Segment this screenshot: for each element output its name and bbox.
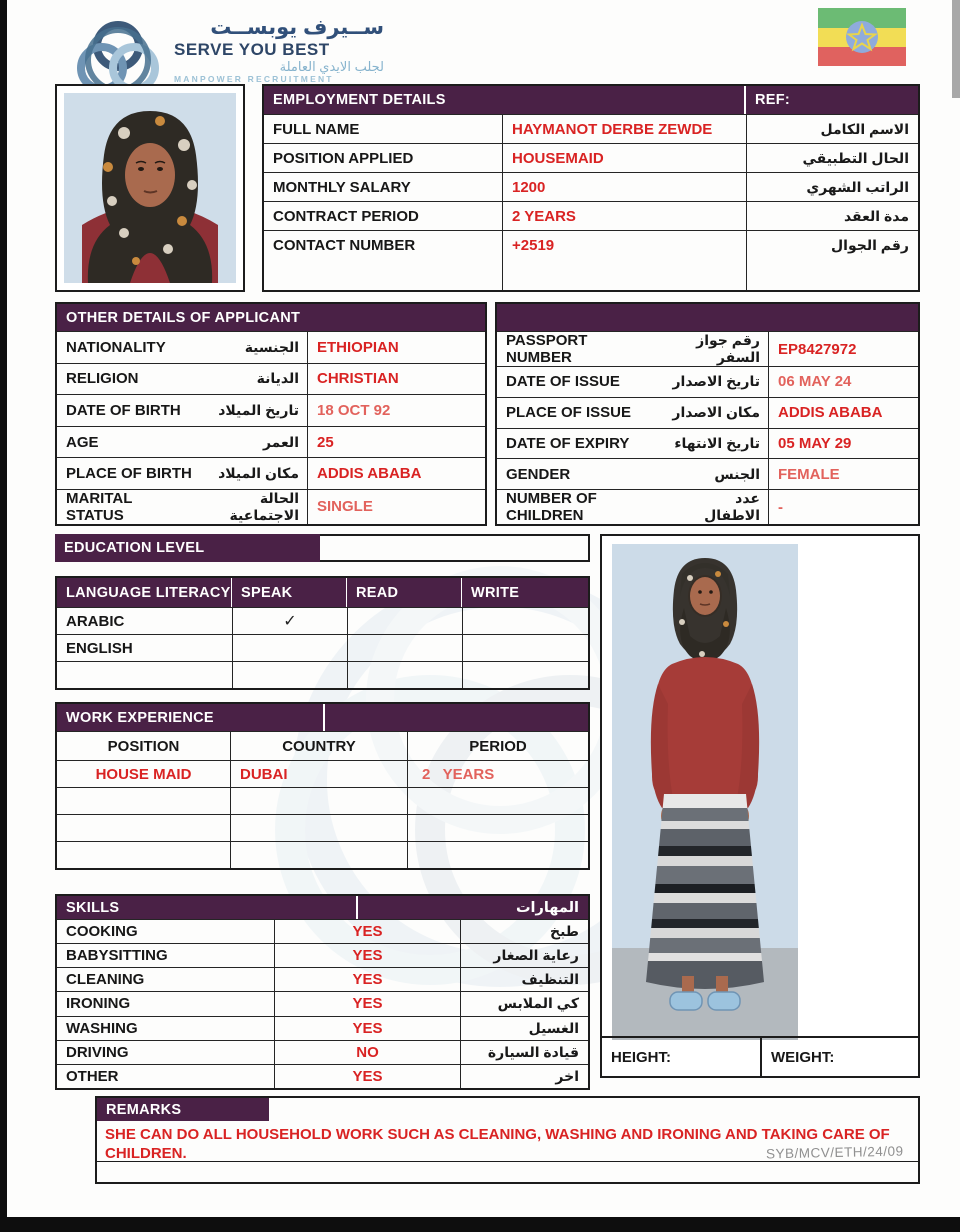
table-row: [57, 967, 588, 991]
height-weight-row: [602, 1036, 918, 1076]
field-label: DATE OF BIRTH: [66, 401, 181, 419]
column-header: POSITION: [107, 737, 180, 755]
field-label: GENDER: [506, 465, 571, 483]
field-value: -: [778, 498, 783, 516]
table-row: [57, 661, 588, 688]
field-label-arabic: عدد الاطفال: [704, 490, 760, 523]
skill-label: COOKING: [66, 923, 138, 941]
table-row: [497, 331, 918, 366]
field-value: HAYMANOT DERBE ZEWDE: [512, 120, 713, 138]
language-name: ENGLISH: [66, 639, 133, 657]
column-header: COUNTRY: [282, 737, 356, 755]
field-label-arabic: العمر: [262, 433, 299, 450]
table-row: [497, 397, 918, 428]
table-row: [57, 919, 588, 943]
other-details-right-table: [495, 302, 920, 526]
remarks-text: SHE CAN DO ALL HOUSEHOLD WORK SUCH AS CLEANING, WASHING AND IRONING AND TAKING CARE OF CHILDREN.: [105, 1126, 890, 1162]
employment-details-table: [262, 84, 920, 292]
headshot-image: [64, 93, 236, 283]
skills-title: SKILLS: [66, 899, 120, 916]
field-label: MONTHLY SALARY: [273, 178, 411, 196]
field-value: ADDIS ABABA: [317, 465, 422, 483]
field-label: FULL NAME: [273, 120, 360, 138]
table-row: [264, 230, 918, 290]
height-label: HEIGHT:: [611, 1048, 671, 1066]
table-row: [57, 489, 485, 524]
table-row: [264, 114, 918, 143]
speak-checkmark: ✓: [283, 613, 297, 630]
table-row: [57, 1040, 588, 1064]
table-row: [57, 991, 588, 1015]
table-row: [57, 394, 485, 426]
column-header: WRITE: [471, 584, 520, 601]
table-row: [497, 428, 918, 459]
table-row: [57, 760, 588, 787]
field-label: MARITAL STATUS: [66, 489, 133, 524]
table-row: [57, 1064, 588, 1088]
education-level-bar: [55, 534, 590, 562]
field-label: RELIGION: [66, 370, 139, 388]
field-label-arabic: الحال التطبيقي: [802, 149, 909, 166]
field-label: PASSPORT NUMBER: [506, 332, 588, 366]
skill-value: YES: [352, 923, 383, 941]
field-label: DATE OF EXPIRY: [506, 434, 630, 452]
field-label-arabic: الجنسية: [244, 338, 299, 355]
field-label-arabic: الحالة الاجتماعية: [229, 489, 299, 523]
company-tagline: MANPOWER RECRUITMENT: [174, 73, 334, 84]
field-label: CONTACT NUMBER: [273, 237, 416, 254]
scan-edge-left: [0, 0, 7, 1218]
skill-label: BABYSITTING: [66, 947, 168, 965]
language-name: ARABIC: [66, 612, 125, 630]
table-row: [57, 426, 485, 458]
field-value: EP8427972: [778, 340, 857, 358]
position-value: HOUSE MAID: [95, 765, 192, 783]
field-label-arabic: تاريخ الاصدار: [672, 373, 760, 390]
field-value: ADDIS ABABA: [778, 404, 883, 422]
table-row: [57, 787, 588, 814]
skill-label: WASHING: [66, 1019, 138, 1037]
skill-label: CLEANING: [66, 971, 145, 989]
table-row: [264, 143, 918, 172]
language-literacy-table: [55, 576, 590, 690]
applicant-fullbody-panel: [600, 534, 920, 1078]
company-name: SERVE YOU BEST: [174, 40, 330, 60]
table-row: [264, 172, 918, 201]
field-label-arabic: الديانة: [256, 370, 299, 387]
field-label-arabic: تاريخ الميلاد: [218, 401, 299, 418]
education-title: EDUCATION LEVEL: [64, 540, 205, 556]
column-header: SPEAK: [241, 584, 293, 601]
field-value: FEMALE: [778, 465, 840, 483]
field-label: NUMBER OF CHILDREN: [506, 490, 597, 524]
work-experience-title: WORK EXPERIENCE: [66, 709, 214, 726]
other-details-left-table: [55, 302, 487, 526]
skill-value: YES: [352, 1067, 383, 1085]
skill-label-arabic: كي الملابس: [497, 995, 579, 1012]
company-tagline-arabic: لجلب الايدي العاملة: [279, 58, 384, 74]
table-row: [57, 814, 588, 841]
field-value: SINGLE: [317, 498, 373, 516]
table-row: [57, 607, 588, 634]
ethiopia-flag-icon: [818, 8, 906, 66]
field-value: HOUSEMAID: [512, 149, 604, 167]
column-header: LANGUAGE LITERACY: [66, 584, 231, 601]
field-value: 05 MAY 29: [778, 434, 852, 452]
skill-label-arabic: قيادة السيارة: [487, 1043, 579, 1060]
remarks-divider: [97, 1161, 918, 1162]
field-label-arabic: الجنس: [714, 465, 760, 482]
field-value: 18 OCT 92: [317, 401, 391, 419]
company-logo-text: [174, 16, 384, 84]
skill-label-arabic: اخر: [555, 1067, 579, 1084]
table-row: [57, 363, 485, 395]
employment-section-title: EMPLOYMENT DETAILS: [273, 92, 446, 108]
remarks-title: REMARKS: [106, 1101, 182, 1118]
skill-label-arabic: الغسيل: [528, 1019, 579, 1036]
field-label: PLACE OF ISSUE: [506, 404, 632, 422]
table-row: [264, 201, 918, 230]
weight-label: WEIGHT:: [771, 1048, 835, 1066]
fullbody-image: [612, 544, 798, 1040]
field-value: ETHIOPIAN: [317, 338, 399, 356]
skill-label-arabic: التنظيف: [521, 971, 579, 988]
other-details-right-header: [497, 304, 918, 331]
skill-value: NO: [356, 1043, 379, 1061]
skill-value: YES: [352, 995, 383, 1013]
field-label-arabic: مدة العقد: [843, 207, 909, 224]
field-label-arabic: رقم جواز السفر: [696, 332, 760, 365]
skills-title-arabic: المهارات: [515, 899, 579, 916]
work-experience-table: [55, 702, 590, 870]
scan-edge-bottom: [0, 1217, 960, 1232]
table-row: [57, 634, 588, 661]
field-label: PLACE OF BIRTH: [66, 465, 192, 483]
table-row: [57, 457, 485, 489]
skills-table: [55, 894, 590, 1090]
skill-value: YES: [352, 1019, 383, 1037]
skill-label: OTHER: [66, 1067, 119, 1085]
document-reference-code: SYB/MCV/ETH/24/09: [765, 1143, 904, 1162]
table-row: [57, 841, 588, 868]
skill-label: IRONING: [66, 995, 131, 1013]
table-row: [57, 943, 588, 967]
skill-label-arabic: طبخ: [550, 923, 579, 940]
field-label: POSITION APPLIED: [273, 149, 414, 167]
ref-label: REF:: [755, 92, 791, 108]
field-value: 1200: [512, 178, 546, 196]
table-row: [497, 366, 918, 397]
field-label: CONTRACT PERIOD: [273, 207, 419, 225]
field-value: 2 YEARS: [512, 207, 576, 225]
field-value: +2519: [512, 237, 555, 254]
period-value: 2 YEARS: [422, 765, 495, 783]
table-row: [57, 1016, 588, 1040]
field-value: 06 MAY 24: [778, 373, 852, 391]
remarks-box: [95, 1096, 920, 1184]
table-row: [497, 458, 918, 489]
field-label: AGE: [66, 433, 99, 451]
field-value: CHRISTIAN: [317, 370, 399, 388]
country-value: DUBAI: [240, 765, 288, 783]
field-label-arabic: مكان الميلاد: [218, 465, 299, 482]
other-details-title: OTHER DETAILS OF APPLICANT: [66, 309, 301, 326]
field-value: 25: [317, 433, 334, 451]
field-label-arabic: رقم الجوال: [831, 237, 909, 253]
applicant-headshot-photo: [55, 84, 245, 292]
field-label: NATIONALITY: [66, 338, 166, 356]
column-header: PERIOD: [469, 737, 527, 755]
skill-value: YES: [352, 947, 383, 965]
table-row: [497, 489, 918, 524]
scan-edge-right: [952, 0, 960, 98]
skill-label-arabic: رعاية الصغار: [493, 947, 579, 964]
table-row: [57, 331, 485, 363]
company-name-arabic: ســيرف يوبســت: [210, 16, 384, 39]
column-header: READ: [356, 584, 399, 601]
field-label-arabic: مكان الاصدار: [672, 404, 760, 421]
field-label-arabic: تاريخ الانتهاء: [674, 434, 760, 451]
skill-label: DRIVING: [66, 1043, 129, 1061]
field-label-arabic: الراتب الشهري: [806, 178, 909, 195]
skill-value: YES: [352, 971, 383, 989]
field-label: DATE OF ISSUE: [506, 373, 620, 391]
field-label-arabic: الاسم الكامل: [820, 120, 909, 137]
